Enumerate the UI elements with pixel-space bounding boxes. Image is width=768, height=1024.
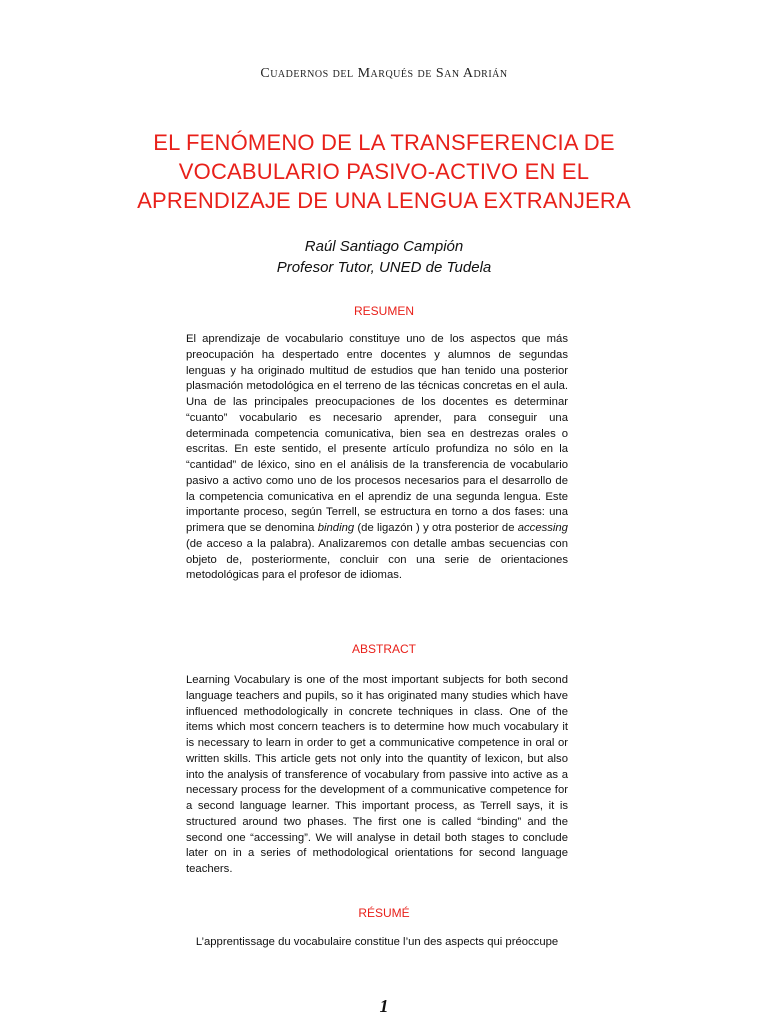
title-line-2: VOCABULARIO PASIVO-ACTIVO EN EL xyxy=(178,159,590,184)
article-title xyxy=(100,128,668,215)
page-number: 1 xyxy=(379,996,389,1016)
title-line-1: EL FENÓMENO DE LA TRANSFERENCIA DE xyxy=(153,130,615,155)
resumen-text-3: (de acceso a la palabra). Analizaremos con detalle ambas secuencias con objeto de, posteriormente, concluir con una serie de orientaciones metodológicas para el profesor de idiomas. xyxy=(186,537,568,582)
resumen-heading: RESUMEN xyxy=(353,304,414,318)
journal-header: Cuadernos del Marqués de San Adrián xyxy=(260,66,508,81)
abstract-paragraph: Learning Vocabulary is one of the most important subjects for both second language teachers and pupils, so it has originated many studies which have influenced methodologically in concrete techniques in class. One of the items which most concern teachers is to determine how much vocabulary it is necessary to learn in order to get a communicative competence in oral or written skills. This article gets not only into the quantity of lexicon, but also into the analysis of transference of vocabulary from passive into active as a necessary process for the development of a communicative competence for a second language learner. This important process, as Terrell says, it is structured around two phases. The first one is called “binding” and the second one “accessing”. We will analyse in detail both stages to conclude later on in a series of methodological orientations for second language teachers. xyxy=(186,674,568,875)
author-affiliation: Profesor Tutor, UNED de Tudela xyxy=(276,259,492,276)
resume-paragraph: L’apprentissage du vocabulaire constitue l’un des aspects qui préoccupe xyxy=(195,936,559,948)
author-block xyxy=(0,236,768,278)
resume-heading: RÉSUMÉ xyxy=(358,906,410,920)
resumen-text-2: (de ligazón ) y otra posterior de xyxy=(354,522,518,534)
resumen-text-1: El aprendizaje de vocabulario constituye uno de los aspectos que más preocupación ha despertado entre docentes y alumnos de segundas lenguas y ha originado multitud de estudios que han tenido una posterior plasmación metodológica en el terreno de las técnicas concretas en el aula. Una de las principales preocupaciones de los docentes es determinar “cuanto” vocabulario es necesario aprender, para conseguir una determinada competencia comunicativa, bien sea en destrezas orales o escritas. En este sentido, el presente artículo profundiza no sólo en la “cantidad” de léxico, sino en el análisis de la transferencia de vocabulario pasivo a activo como uno de los procesos necesarios para el desarrollo de la competencia comunicativa en el aprendiz de una segunda lengua. Este importante proceso, según Terrell, se estructura en torno a dos fases: una primera que se denomina xyxy=(186,333,568,534)
author-name: Raúl Santiago Campión xyxy=(304,238,464,255)
term-accessing: accessing xyxy=(517,522,568,534)
term-binding: binding xyxy=(317,522,355,534)
title-line-3: APRENDIZAJE DE UNA LENGUA EXTRANJERA xyxy=(137,188,631,213)
abstract-heading: ABSTRACT xyxy=(351,642,416,656)
resumen-paragraph xyxy=(186,332,568,584)
